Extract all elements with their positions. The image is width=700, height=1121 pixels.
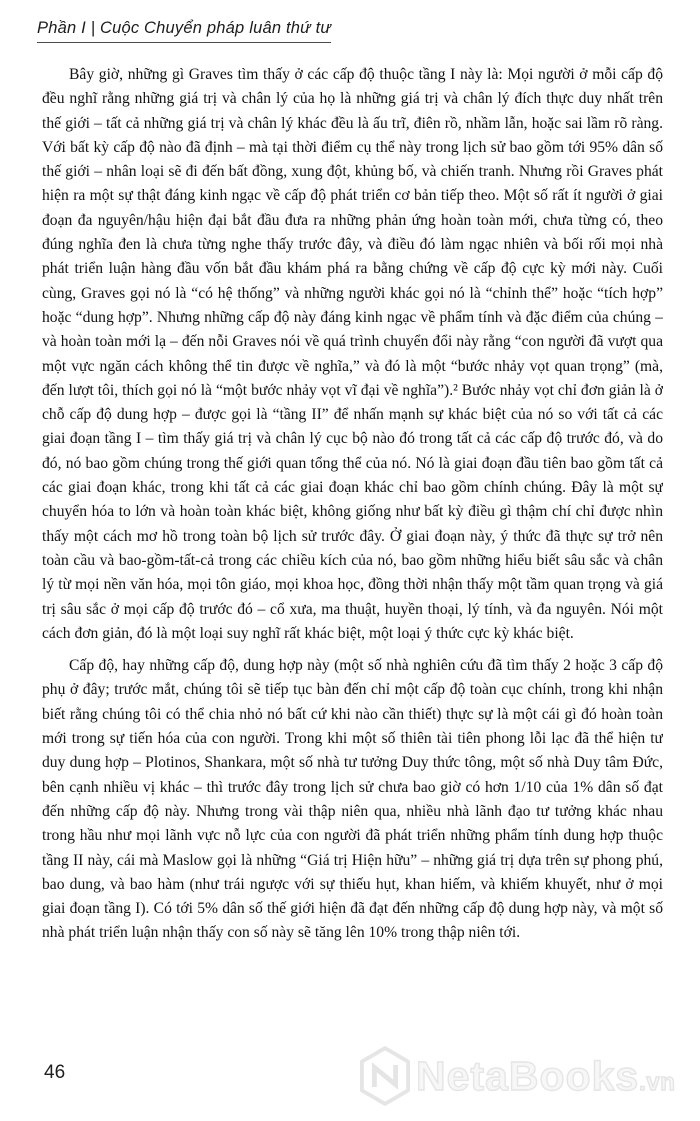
page-body — [42, 63, 663, 1053]
page-number: 46 — [44, 1062, 66, 1083]
watermark-text: NetaBooks.vn — [416, 1052, 676, 1099]
watermark — [360, 1046, 675, 1106]
running-header: Phần I | Cuộc Chuyển pháp luân thứ tư — [37, 19, 331, 43]
paragraph: Cấp độ, hay những cấp độ, dung hợp này (một số nhà nghiên cứu đã tìm thấy 2 hoặc 3 cấp độ phụ ở đây; trước mắt, chúng tôi sẽ tiếp tục bàn đến chỉ một cấp độ toàn cục chính, trong khi nhận biết rằng chúng tôi có thể chia nhỏ nó bất cứ khi nào cần thiết) thực sự là một cái gì đó hoàn toàn mới trong sự tiến hóa của con người. Trong khi một số thiên tài tiên phong lỗi lạc đã thể hiện tư duy dung hợp – Plotinos, Shankara, một số nhà tư tưởng Duy thức tông, một số nhà Duy tâm Đức, bên cạnh nhiều vị khác – thì trước đây trong lịch sử chưa bao giờ có hơn 1/10 của 1% dân số đạt đến những cấp độ này. Nhưng trong vài thập niên qua, nhiều nhà lãnh đạo tư tưởng khác nhau trong hầu như mọi lãnh vực nỗ lực của con người đã phát triển những phẩm tính dung hợp thuộc tầng II này, cái mà Maslow gọi là những “Giá trị Hiện hữu” – những giá trị dựa trên sự phong phú, bao dung, và bao hàm (như trái ngược với sự thiếu hụt, khan hiếm, và khiếm khuyết, như ở mọi giai đoạn tầng I). Có tới 5% dân số thế giới hiện đã đạt đến những cấp độ dung hợp này, và một số nhà phát triển luận nhận thấy con số này sẽ tăng lên 10% trong thập niên tới. — [42, 657, 663, 942]
hexagon-n-icon — [360, 1046, 410, 1106]
paragraph: Bây giờ, những gì Graves tìm thấy ở các cấp độ thuộc tầng I này là: Mọi người ở mỗi cấp độ đều nghĩ rằng những giá trị và chân lý của họ là những giá trị và chân lý đích thực duy nhất trên thế giới – tất cả những giá trị và chân lý khác đều là ấu trĩ, điên rồ, nhầm lẫn, hoặc sai lầm rõ ràng. Với bất kỳ cấp độ nào đã định – mà tại thời điểm cụ thể này trong lịch sử bao gồm tới 95% dân số thế giới – nhân loại sẽ đi đến bất đồng, xung đột, khủng bố, và chiến tranh. Nhưng rồi Graves phát hiện ra một sự thật đáng kinh ngạc về cấp độ phát triển cơ bản tiếp theo. Một số rất ít người ở giai đoạn đa nguyên/hậu hiện đại bắt đầu đưa ra những phản ứng hoàn toàn mới, chưa từng có, theo đúng nghĩa đen là chưa từng nghe thấy trước đây, và điều đó làm ngạc nhiên và bối rối mọi nhà phát triển luận hàng đầu vốn bắt đầu khám phá ra bằng chứng về cấp độ cực kỳ mới này. Cuối cùng, Graves gọi nó là “có hệ thống” và những người khác gọi nó là “chỉnh thể” hoặc “tích hợp” hoặc “dung hợp”. Nhưng những cấp độ này đáng kinh ngạc về phẩm tính và đặc điểm của chúng – và hoàn toàn mới lạ – đến nỗi Graves nói về quá trình chuyển đổi này rằng “con người đã vượt qua một vực ngăn cách không thể tin được về nghĩa,” và đó là một “bước nhảy vọt quan trọng” (mà, đến lượt tôi, thích gọi nó là “một bước nhảy vọt vĩ đại về nghĩa”).² Bước nhảy vọt chỉ đơn giản là ở chỗ cấp độ dung hợp – được gọi là “tầng II” để nhấn mạnh sự khác biệt của nó so với tất cả các giai đoạn tầng I – tìm thấy giá trị và chân lý cục bộ nào đó trong tất cả các cấp độ trước đó, và do đó, nó bao gồm chúng trong thế giới quan tổng thể của nó. Nó là giai đoạn đầu tiên bao gồm tất cả các giai đoạn khác, trong khi tất cả các giai đoạn khác chỉ bao gồm chính chúng. Đây là một sự chuyển hóa to lớn và hoàn toàn khác biệt, không giống như bất kỳ điều gì thậm chí chỉ được nhìn thấy một cách mơ hồ trong toàn bộ lịch sử trước đây. Ở giai đoạn này, ý thức đã thực sự trở nên toàn cầu và bao-gồm-tất-cả trong các chiều kích của nó, bao gồm những hiểu biết sâu sắc và chân lý từ mọi nền văn hóa, mọi tôn giáo, mọi khoa học, đồng thời nhận thấy một tầm quan trọng và giá trị sâu sắc ở mọi cấp độ trước đó – cổ xưa, ma thuật, huyền thoại, lý tính, và đa nguyên. Nói một cách đơn giản, đó là một loại suy nghĩ rất khác biệt, một loại ý thức cực kỳ khác biệt. — [42, 66, 663, 642]
